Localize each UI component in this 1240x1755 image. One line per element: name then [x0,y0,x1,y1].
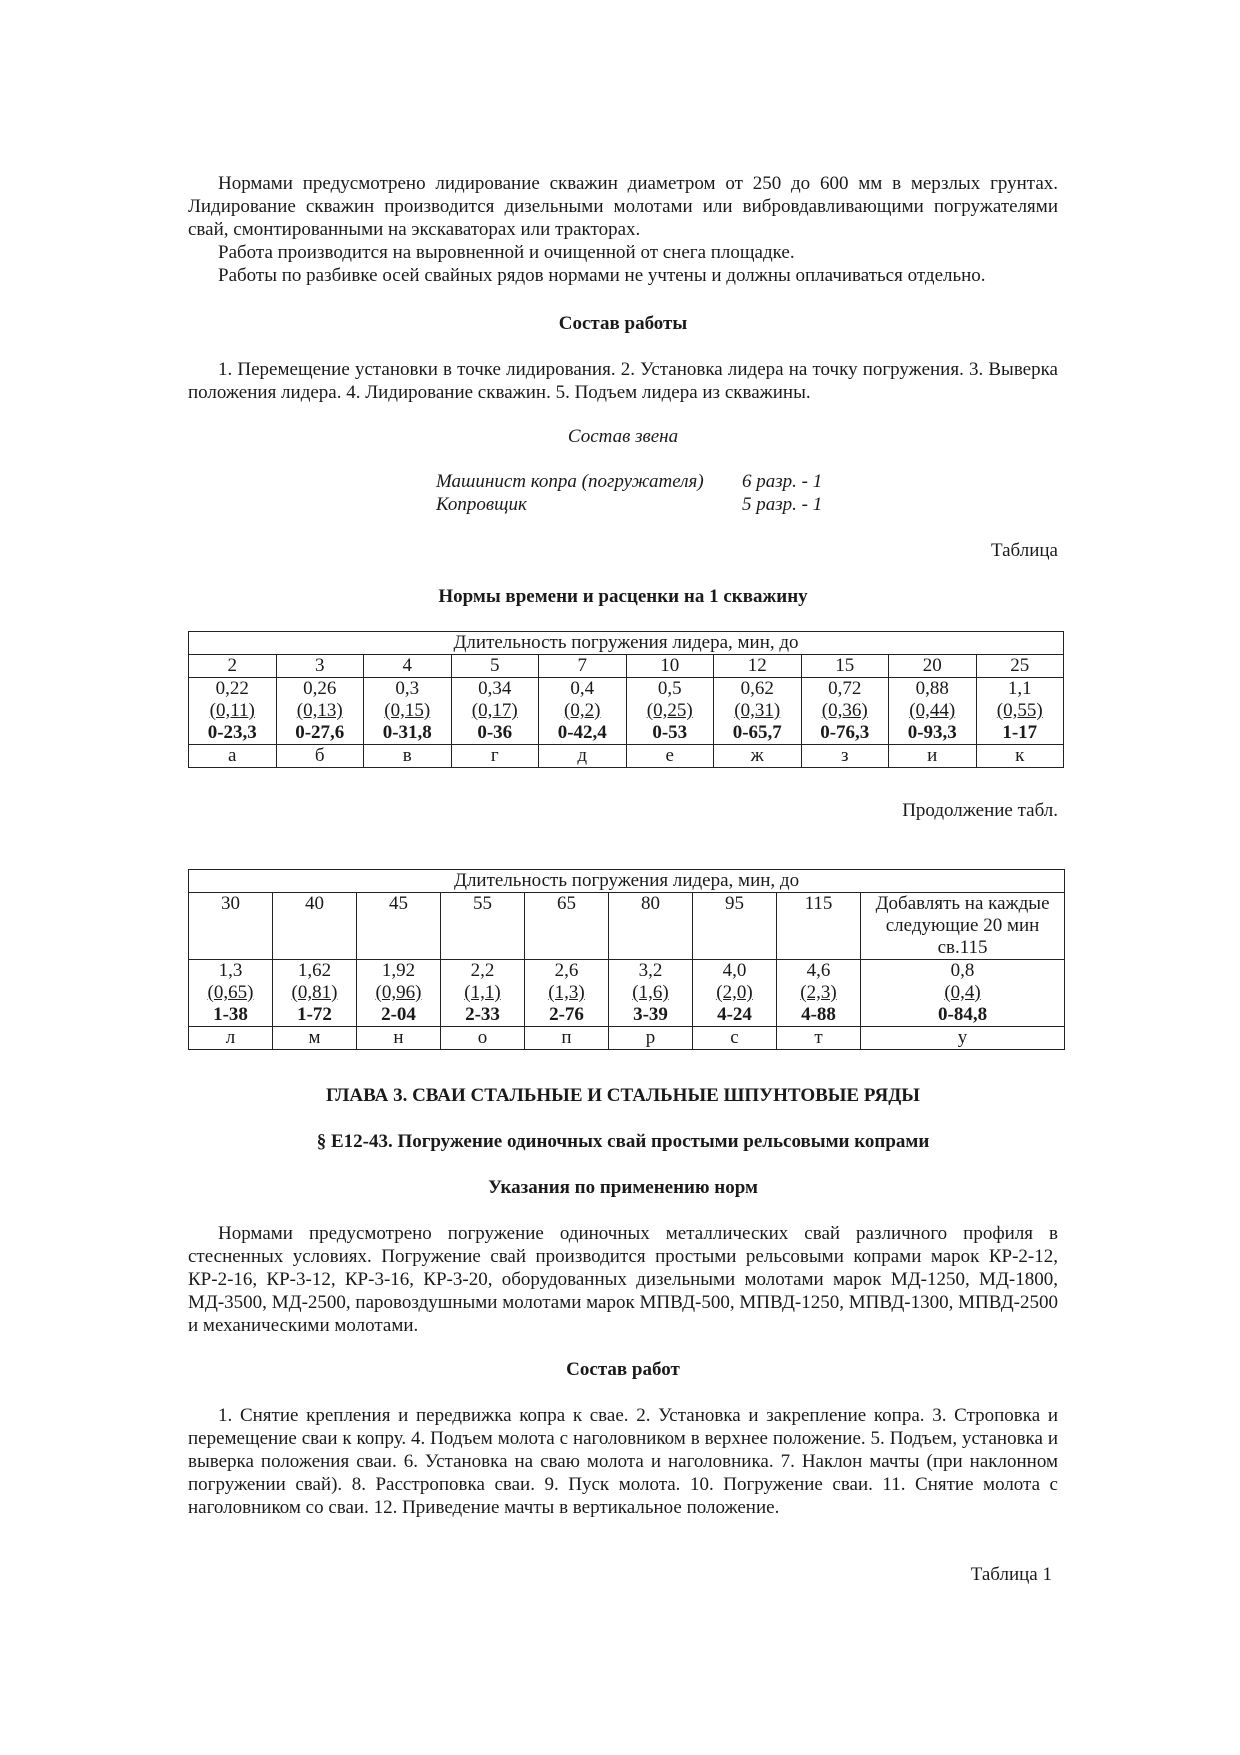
crew-time: (0,13) [296,700,343,721]
norm-cell [451,678,539,745]
rate-value: 2-76 [549,1004,584,1025]
time-norm: 1,92 [381,960,416,981]
column-header: 20 [889,655,977,678]
time-norm: 2,2 [470,960,495,981]
crew-heading: Состав звена [567,426,679,447]
norm-cell [364,678,452,745]
norm-cell [626,678,714,745]
column-header: 10 [626,655,714,678]
column-letter: б [276,745,364,768]
norms-table [188,631,1064,768]
crew-time: (0,17) [471,700,518,721]
crew-time: (0,65) [207,982,254,1003]
time-norm: 0,22 [215,678,249,699]
time-norm: 0,4 [570,678,595,699]
rate-value: 0-23,3 [207,722,257,743]
crew-time: (1,3) [548,982,585,1003]
crew-time: (1,1) [464,982,501,1003]
rate-value: 0-93,3 [907,722,957,743]
column-letter: л [189,1027,273,1050]
rate-value: 1-72 [297,1004,332,1025]
rate-value: 0-27,6 [295,722,345,743]
crew-time: (0,36) [821,700,868,721]
rate-value: 0-84,8 [938,1004,988,1025]
column-letter: г [451,745,539,768]
norm-cell [801,678,889,745]
rate-value: 2-04 [381,1004,416,1025]
work-text: 1. Перемещение установки в точке лидирования. 2. Установка лидера на точку погружения. 3. Выверка положения лидера. 4. Лидирование скважин. 5. Подъем лидера из скважины. [188,359,1058,403]
crew-time: (2,3) [800,982,837,1003]
rate-value: 0-42,4 [557,722,607,743]
time-norm: 1,3 [218,960,243,981]
work-heading: Состав работы [558,313,688,334]
extra-column-header: Добавлять на каждые следующие 20 мин св.115 [861,893,1065,960]
column-letter: у [861,1027,1065,1050]
works-heading: Состав работ [566,1359,680,1380]
column-header: 25 [976,655,1064,678]
time-norm: 4,0 [722,960,747,981]
crew-time: (0,25) [646,700,693,721]
norm-cell [441,960,525,1027]
rate-value: 0-65,7 [732,722,782,743]
time-norm: 4,6 [806,960,831,981]
table-header: Длительность погружения лидера, мин, до [189,632,1064,655]
norm-cell [189,960,273,1027]
column-header: 5 [451,655,539,678]
guide-text: Нормами предусмотрено погружение одиночных металлических свай различного профиля в стесненных условиях. Погружение свай производится простыми рельсовыми копрами марок КР-2-12, КР-2-16, КР-3-12, КР-3-16, КР-3-20, оборудованных дизельными молотами марок МД-1250, МД-1800, МД-3500, МД-2500, паровоздушными молотами марок МПВД-500, МПВД-1250, МПВД-1300, МПВД-2500 и механическими молотами. [188,1223,1058,1336]
norm-cell [693,960,777,1027]
crew-time: (2,0) [716,982,753,1003]
crew-grade: 5 разр. - 1 [742,494,823,515]
crew-list [436,470,856,516]
crew-time: (0,44) [909,700,956,721]
column-letter: н [357,1027,441,1050]
intro-paragraph-2: Работа производится на выровненной и очищенной от снега площадке. [218,242,795,263]
time-norm: 1,62 [297,960,332,981]
time-norm: 1,1 [1007,678,1032,699]
time-norm: 0,8 [950,960,975,981]
table-label: Таблица [990,540,1058,561]
column-letter: м [273,1027,357,1050]
intro-section [188,172,1058,287]
crew-time: (0,2) [564,700,601,721]
column-letter: в [364,745,452,768]
chapter-title: ГЛАВА 3. СВАИ СТАЛЬНЫЕ И СТАЛЬНЫЕ ШПУНТОВЫЕ РЯДЫ [326,1085,920,1106]
column-letter: з [801,745,889,768]
crew-time: (0,11) [209,700,255,721]
rate-value: 1-17 [1002,722,1038,743]
column-letter: т [777,1027,861,1050]
column-header: 80 [609,893,693,960]
rate-value: 0-76,3 [820,722,870,743]
column-header: 115 [777,893,861,960]
time-norm: 2,6 [554,960,579,981]
table-header: Длительность погружения лидера, мин, до [189,870,1065,893]
rate-value: 4-24 [717,1004,752,1025]
crew-member [436,470,856,493]
column-letter: ж [714,745,802,768]
column-header: 4 [364,655,452,678]
rate-value: 0-53 [652,722,688,743]
time-norm: 0,5 [657,678,682,699]
rate-value: 3-39 [633,1004,668,1025]
norm-cell [777,960,861,1027]
table-1-label: Таблица 1 [970,1564,1052,1585]
column-header: 45 [357,893,441,960]
column-letter: и [889,745,977,768]
norm-cell [189,678,277,745]
column-header: 65 [525,893,609,960]
time-norm: 3,2 [638,960,663,981]
column-header: 12 [714,655,802,678]
column-letter: п [525,1027,609,1050]
norms-table-continued [188,869,1065,1050]
column-header: 2 [189,655,277,678]
guide-heading: Указания по применению норм [488,1177,758,1198]
column-header: 7 [539,655,627,678]
column-letter: к [976,745,1064,768]
section-title: § Е12-43. Погружение одиночных свай простыми рельсовыми копрами [316,1131,930,1152]
crew-time: (0,31) [734,700,781,721]
norm-cell [609,960,693,1027]
column-letter: о [441,1027,525,1050]
norm-cell [976,678,1064,745]
column-letter: с [693,1027,777,1050]
crew-member [436,493,856,516]
rate-value: 4-88 [801,1004,836,1025]
time-norm: 0,3 [395,678,420,699]
intro-paragraph-3: Работы по разбивке осей свайных рядов нормами не учтены и должны оплачиваться отдельно. [218,265,986,286]
crew-time: (0,15) [384,700,431,721]
time-norm: 0,62 [740,678,774,699]
column-header: 40 [273,893,357,960]
crew-time: (0,96) [375,982,422,1003]
crew-time: (0,55) [996,700,1043,721]
rate-value: 1-38 [213,1004,248,1025]
table-continuation-label: Продолжение табл. [902,800,1058,821]
column-header: 15 [801,655,889,678]
time-norm: 0,88 [915,678,949,699]
rate-value: 0-31,8 [382,722,432,743]
crew-time: (1,6) [632,982,669,1003]
norm-cell [861,960,1065,1027]
norm-cell [525,960,609,1027]
crew-time: (0,4) [944,982,981,1003]
intro-paragraph-1: Нормами предусмотрено лидирование скважин диаметром от 250 до 600 мм в мерзлых грунтах. Лидирование скважин производится дизельными молотами или вибровдавливающими погружателями свай, смонтированными на экскаваторах или тракторах. [188,173,1058,240]
column-header: 3 [276,655,364,678]
column-letter: а [189,745,277,768]
crew-grade: 6 разр. - 1 [742,471,823,492]
column-letter: д [539,745,627,768]
crew-role: Машинист копра (погружателя) [436,471,704,492]
column-header: 55 [441,893,525,960]
norm-cell [357,960,441,1027]
crew-time: (0,81) [291,982,338,1003]
norm-cell [714,678,802,745]
works-text: 1. Снятие крепления и передвижка копра к свае. 2. Установка и закрепление копра. 3. Строповка и перемещение сваи к копру. 4. Подъем молота с наголовником в верхнее положение. 5. Подъем, установка и выверка положения сваи. 6. Установка на сваю молота и наголовника. 7. Наклон мачты (при наклонном погружении свай). 8. Расстроповка сваи. 9. Пуск молота. 10. Погружение сваи. 11. Снятие молота с наголовником со сваи. 12. Приведение мачты в вертикальное положение. [188,1405,1058,1518]
time-norm: 0,72 [828,678,862,699]
norm-cell [539,678,627,745]
norm-cell [276,678,364,745]
time-norm: 0,34 [478,678,512,699]
rate-value: 2-33 [465,1004,500,1025]
time-norm: 0,26 [303,678,337,699]
crew-role: Копровщик [436,494,527,515]
column-letter: р [609,1027,693,1050]
column-letter: е [626,745,714,768]
table-title: Нормы времени и расценки на 1 скважину [438,586,808,607]
norm-cell [273,960,357,1027]
column-header: 95 [693,893,777,960]
norm-cell [889,678,977,745]
column-header: 30 [189,893,273,960]
rate-value: 0-36 [477,722,513,743]
